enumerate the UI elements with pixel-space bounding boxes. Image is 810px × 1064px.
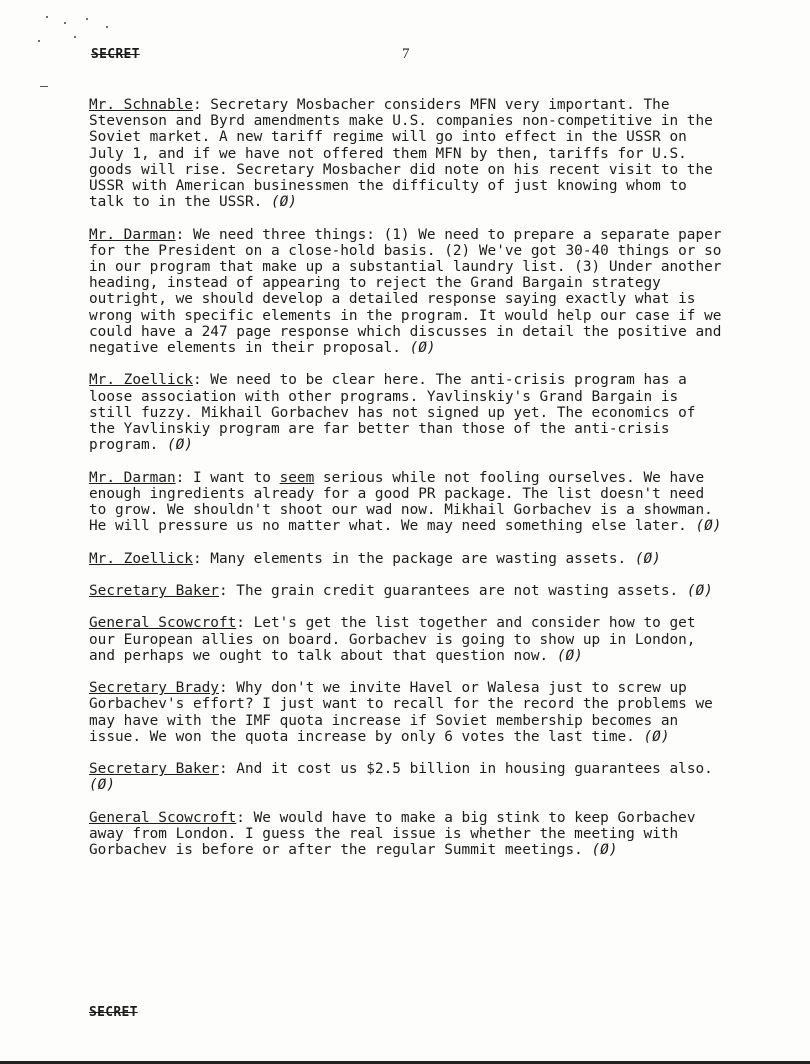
paragraph-text: : Why don't we invite Havel or Walesa just to screw up Gorbachev's effort? I just want to recall for the record the problems we may have with the IMF quota increase if Soviet membership becomes an issue. We won the quota increase by only 6 votes the last time. [89, 680, 713, 745]
speaker-name: General Scowcroft [89, 615, 237, 632]
speaker-name: Secretary Baker [89, 583, 219, 600]
classification-mark: (Ø) [634, 550, 661, 567]
paragraph [89, 810, 729, 859]
scan-mark [40, 86, 48, 87]
speaker-name: Secretary Baker [89, 761, 219, 778]
speaker-name: Secretary Brady [89, 680, 219, 697]
document-body [89, 97, 729, 875]
classification-mark: (Ø) [89, 777, 115, 794]
paragraph [89, 761, 729, 793]
paragraph-text: serious while not fooling ourselves. We have enough ingredients already for a good PR package. The list doesn't need to grow. We shouldn't shoot our wad now. Mikhail Gorbachev is a showman. He will pressure us no matter what. We may need something else later. [89, 469, 713, 535]
paragraph-text-lead: : I want to [175, 469, 280, 486]
speaker-name: Mr. Darman [89, 226, 176, 243]
page-number: 7 [402, 46, 410, 62]
paragraph [89, 470, 729, 535]
paragraph [89, 551, 729, 567]
classification-mark: (Ø) [556, 647, 583, 664]
paragraph [89, 680, 729, 745]
speaker-name: Mr. Zoellick [89, 372, 193, 389]
classification-mark: (Ø) [166, 437, 193, 454]
paragraph [89, 97, 729, 210]
paragraph-text: : We would have to make a big stink to keep Gorbachev away from London. I guess the real issue is whether the meeting with Gorbachev is before or after the regular Summit meetings. [89, 809, 696, 859]
paragraph [89, 372, 729, 453]
speaker-name: General Scowcroft [89, 809, 237, 826]
classification-mark: (Ø) [409, 340, 436, 357]
paragraph [89, 583, 729, 599]
classification-mark: (Ø) [695, 518, 722, 535]
paragraph-text: : Secretary Mosbacher considers MFN very important. The Stevenson and Byrd amendments make U.S. companies non-competitive in the Soviet market. A new tariff regime will go into effect in the USSR on July 1, and if we have not offered them MFN by then, tariffs for U.S. goods will rise. Secretary Mosbacher did note on his recent visit to the USSR with American businessmen the difficulty of just knowing whom to talk to in the USSR. [89, 97, 713, 211]
paragraph [89, 615, 729, 664]
classification-mark: (Ø) [686, 583, 713, 600]
classification-mark: (Ø) [270, 194, 297, 211]
paragraph [89, 227, 729, 357]
speaker-name: Mr. Zoellick [89, 550, 193, 567]
paragraph-text: : Let's get the list together and consider how to get our European allies on board. Gorbachev is going to show up in London, and perhaps we ought to talk about that question now. [89, 615, 696, 664]
paragraph-text: : And it cost us $2.5 billion in housing guarantees also. [218, 761, 713, 778]
speaker-name: Mr. Schnable [89, 97, 193, 113]
paragraph-text: : The grain credit guarantees are not wasting assets. [218, 583, 687, 600]
paragraph-text: : We need three things: (1) We need to prepare a separate paper for the President on a close-hold basis. (2) We've got 30-40 things or so in our program that make up a substantial laundry list. (3) Under another heading, instead of appearing to reject the Grand Bargain strategy outright, we should develop a detailed response saying exactly what is wrong with specific elements in the program. It would help our case if we could have a 247 page response which discusses in detail the positive and negative elements in their proposal. [89, 226, 722, 357]
classification-mark: (Ø) [643, 728, 670, 745]
classification-footer: SECRET [89, 1005, 138, 1020]
classification-mark: (Ø) [591, 842, 618, 859]
speaker-name: Mr. Darman [89, 469, 176, 486]
paragraph-text: : Many elements in the package are wasting assets. [192, 550, 635, 567]
paragraph-text: : We need to be clear here. The anti-crisis program has a loose association with other programs. Yavlinskiy's Grand Bargain is still fuzzy. Mikhail Gorbachev has not signed up yet. The economics of the Yavlinskiy program are far better than those of the anti-crisis program. [89, 372, 696, 454]
emphasized-word: seem [279, 469, 315, 486]
classification-header: SECRET [91, 47, 140, 62]
